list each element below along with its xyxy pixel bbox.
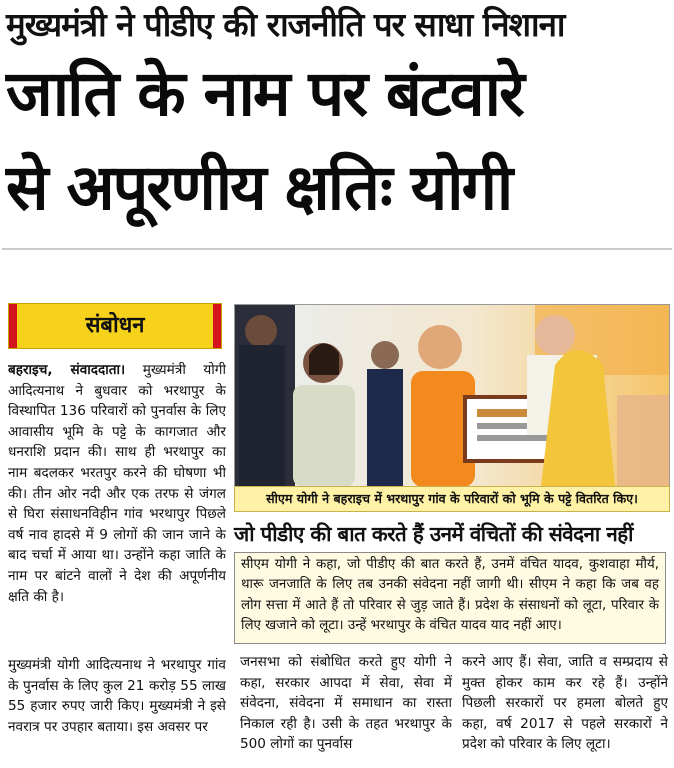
- kicker-headline: मुख्यमंत्री ने पीडीए की राजनीति पर साधा निशाना: [6, 5, 565, 44]
- highlight-box: [234, 552, 666, 644]
- subheadline: जो पीडीए की बात करते हैं उनमें वंचितों की संवेदना नहीं: [234, 522, 633, 546]
- article-column-1-continued: [8, 655, 226, 765]
- news-photo: [234, 304, 670, 488]
- main-headline-line-1: जाति के नाम पर बंटवारे: [6, 57, 523, 130]
- lead-paragraph: मुख्यमंत्री योगी आदित्यनाथ ने बुधवार को भरथापुर के विस्थापित 136 परिवारों को पुनर्वास के लिए आवासीय भूमि के पट्टे के कागजात और धनराशि प्रदान की। साथ ही भरथापुर का नाम बदलकर भरतपुर करने की घोषणा भी की। तीन ओर नदी और एक तरफ से जंगल से घिरा संसाधनविहीन गांव भरथापुर पिछले वर्ष नाव हादसे में 9 लोगों की जान जाने के बाद चर्चा में आया था। उन्होंने कहा जाति के नाम पर बांटने वालों ने देश की अपूर्णनीय क्षति की है।: [8, 362, 226, 605]
- lead-paragraph-2: मुख्यमंत्री योगी आदित्यनाथ ने भरथापुर गांव के पुनर्वास के लिए कुल 21 करोड़ 55 लाख 55 हजार रुपए जारी किए। मुख्यमंत्री ने इसे नवरात्र पर उपहार बताया। इस अवसर पर: [8, 657, 226, 735]
- badge-label: संबोधन: [85, 313, 145, 338]
- divider: [2, 248, 672, 250]
- photo-caption: सीएम योगी ने बहराइच में भरथापुर गांव के परिवारों को भूमि के पट्टे वितरित किए।: [234, 486, 670, 512]
- highlight-box-text: सीएम योगी ने कहा, जो पीडीए की बात करते हैं, उनमें वंचित यादव, कुशवाहा मौर्य, थारू जनजाति के लिए तब उनकी संवेदना नहीं जागी थी। सीएम ने कहा कि जब वह लोग सत्ता में आते हैं तो परिवार से जुड़ जाते हैं। प्रदेश के संसाधनों को लूटा, परिवार के लिए खजाने को लूटा। उन्हें भरथापुर के वंचित यादव याद नहीं आए।: [241, 557, 659, 633]
- badge-bar-right: [213, 304, 221, 348]
- main-headline-line-2: से अपूरणीय क्षतिः योगी: [6, 151, 512, 224]
- article-column-3: करने आए हैं। सेवा, जाति व सम्प्रदाय से मुक्त होकर काम कर रहे हैं। उन्होंने पिछली सरकारों पर हमला बोलते हुए कहा, वर्ष 2017 से पहले सरकारों ने प्रदेश को परिवार के लिए लूटा।: [462, 654, 668, 753]
- section-badge: [8, 303, 222, 349]
- dateline: बहराइच, संवाददाता।: [8, 362, 126, 378]
- article-lead-column: [8, 360, 226, 650]
- article-column-2: जनसभा को संबोधित करते हुए योगी ने कहा, सरकार आपदा में सेवा, सेवा में संवेदना, संवेदना में समाधान का रास्ता निकाल रही है। उसी के तहत भरथापुर के 500 लोगों का पुनर्वास: [240, 654, 452, 753]
- photo-illustration: [235, 305, 669, 487]
